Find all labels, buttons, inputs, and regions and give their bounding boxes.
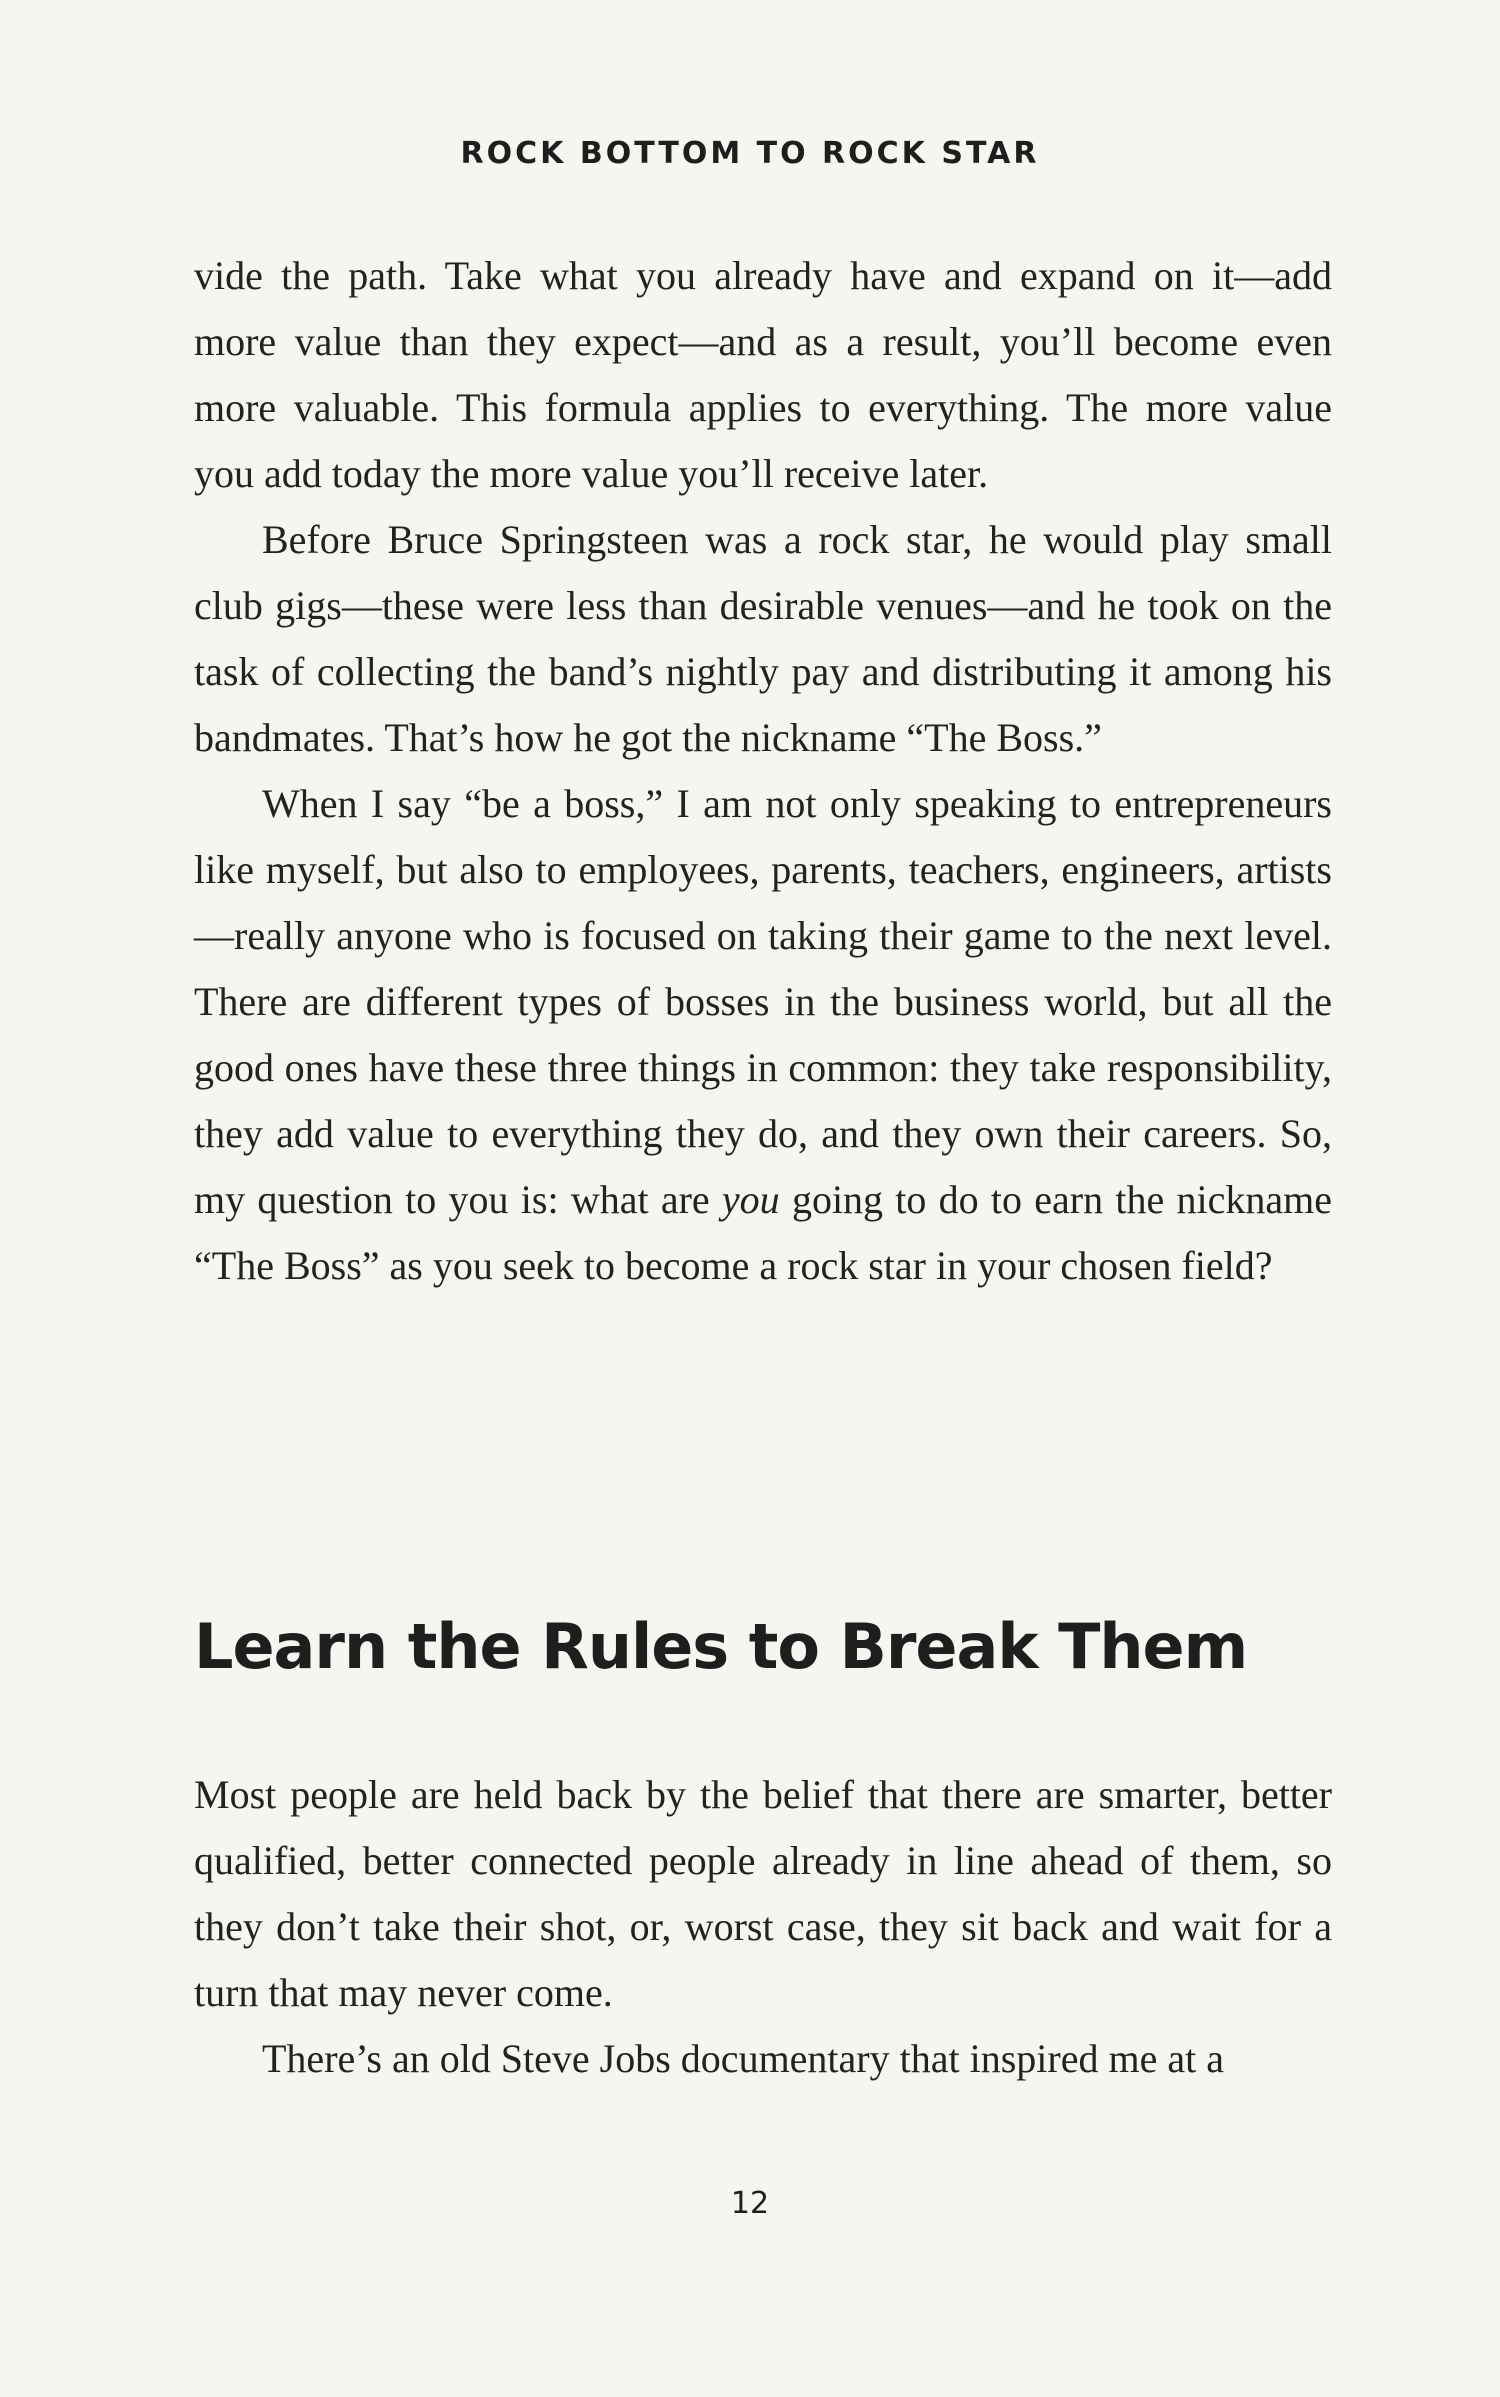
emphasis-you: you [721, 1177, 780, 1222]
paragraph-steve-jobs: There’s an old Steve Jobs documentary that inspired me at a [262, 2036, 1224, 2081]
running-head: ROCK BOTTOM TO ROCK STAR [460, 136, 1040, 171]
paragraph-be-a-boss-text-end: going to do to earn the nickname “The Boss” as you seek to become a rock star in your chosen field? [194, 1177, 1332, 1288]
page-number: 12 [730, 2186, 770, 2221]
section-heading: Learn the Rules to Break Them [194, 1610, 1248, 1683]
paragraph-be-a-boss-text: When I say “be a boss,” I am not only speaking to entrepreneurs like myself, but also to employees, parents, teachers, engineers, artists—really anyone who is focused on taking their game to the next level. There are different types of bosses in the business world, but all the good ones have these three things in common: they take responsibility, they add value to everything they do, and they own their careers. So, my question to you is: what are [194, 781, 1332, 1222]
paragraph-springsteen: Before Bruce Springsteen was a rock star, he would play small club gigs—these were less than desirable venues—and he took on the task of collecting the band’s nightly pay and distributing it among his bandmates. That’s how he got the nickname “The Boss.” [194, 517, 1332, 760]
section-body-text [194, 1762, 1332, 2092]
paragraph-continuation: vide the path. Take what you already have and expand on it—add more value than they expect—and as a result, you’ll become even more valuable. This formula applies to everything. The more value you add today the more value you’ll receive later. [194, 253, 1332, 496]
paragraph-be-a-boss [194, 771, 1332, 1299]
body-text [194, 243, 1332, 1299]
paragraph-held-back: Most people are held back by the belief that there are smarter, better qualified, better connected people already in line ahead of them, so they don’t take their shot, or, worst case, they sit back and wait for a turn that may never come. [194, 1772, 1332, 2015]
